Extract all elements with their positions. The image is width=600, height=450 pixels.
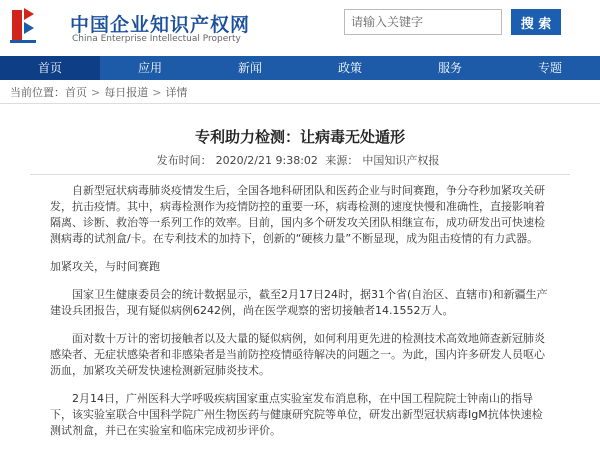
breadcrumb (10, 84, 187, 100)
site-title[interactable]: 中国企业知识产权网 (70, 14, 251, 36)
divider (0, 103, 600, 104)
article-meta (0, 152, 600, 168)
ip-logo-icon[interactable] (8, 6, 38, 44)
breadcrumb-prefix: 当前位置： (10, 86, 65, 99)
article-paragraph: 国家卫生健康委员会的统计数据显示，截至2月17日24时，据31个省(自治区、直辖市)和新疆生产建设兵团报告，现有疑似病例6242例，尚在医学观察的密切接触者14.1552万人。 (50, 288, 548, 317)
breadcrumb-detail: 详情 (165, 86, 188, 99)
source-label: 来源： (325, 154, 359, 167)
nav-item-home[interactable]: 首页 (0, 56, 100, 80)
nav-item-topics[interactable]: 专题 (537, 61, 562, 75)
article-paragraph: 自新型冠状病毒肺炎疫情发生后，全国各地科研团队和医药企业与时间赛跑，争分夺秒加紧攻关研发，抗击疫情。其中，病毒检测作为疫情防控的重要一环，病毒检测的速度快慢和准确性，直接影响着隔离、诊断、救治等一系列工作的效率。目前，国内多个研发攻关团队相继宣布，成功研发出可快速检测病毒的试剂盒/卡。在专利技术的加持下，创新的“硬核力量”不断显现，成为阻击疫情的有力武器。 (50, 184, 545, 245)
divider (30, 174, 570, 175)
publish-label: 发布时间： (156, 154, 212, 167)
article-subheading: 加紧攻关，与时间赛跑 (50, 260, 160, 273)
article-paragraph: 2月14日，广州医科大学呼吸疾病国家重点实验室发布消息称，在中国工程院院士钟南山的指导下，该实验室联合中国科学院广州生物医药与健康研究院等单位，研发出新型冠状病毒IgM抗体快速检测试剂盒，并已在实验室和临床完成初步评价。 (50, 392, 543, 437)
breadcrumb-home[interactable]: 首页 (65, 86, 87, 99)
breadcrumb-separator: > (152, 86, 162, 99)
search-input[interactable] (344, 9, 502, 35)
site-header (0, 0, 600, 56)
article-body (50, 183, 550, 450)
site-subtitle: China Enterprise Intellectual Property (72, 34, 241, 44)
breadcrumb-separator: > (91, 86, 101, 99)
nav-item-apps[interactable]: 应用 (137, 61, 162, 75)
breadcrumb-daily-report[interactable]: 每日报道 (104, 86, 149, 99)
article-paragraph: 面对数十万计的密切接触者以及大量的疑似病例，如何利用更先进的检测技术高效地筛查新冠肺炎感染者、无症状感染者和非感染者是当前防控疫情亟待解决的问题之一。为此，国内许多研发人员呕心沥血，加紧攻关研发快速检测新冠肺炎技术。 (50, 332, 545, 377)
nav-item-policy[interactable]: 政策 (337, 61, 362, 75)
article-title: 专利助力检测：让病毒无处遁形 (194, 128, 405, 146)
nav-item-services[interactable]: 服务 (437, 61, 462, 75)
main-nav (0, 56, 600, 80)
search-button[interactable]: 搜 索 (511, 9, 561, 35)
publish-time: 2020/2/21 9:38:02 (215, 154, 318, 167)
source-name: 中国知识产权报 (362, 154, 440, 167)
nav-item-news[interactable]: 新闻 (237, 61, 262, 75)
